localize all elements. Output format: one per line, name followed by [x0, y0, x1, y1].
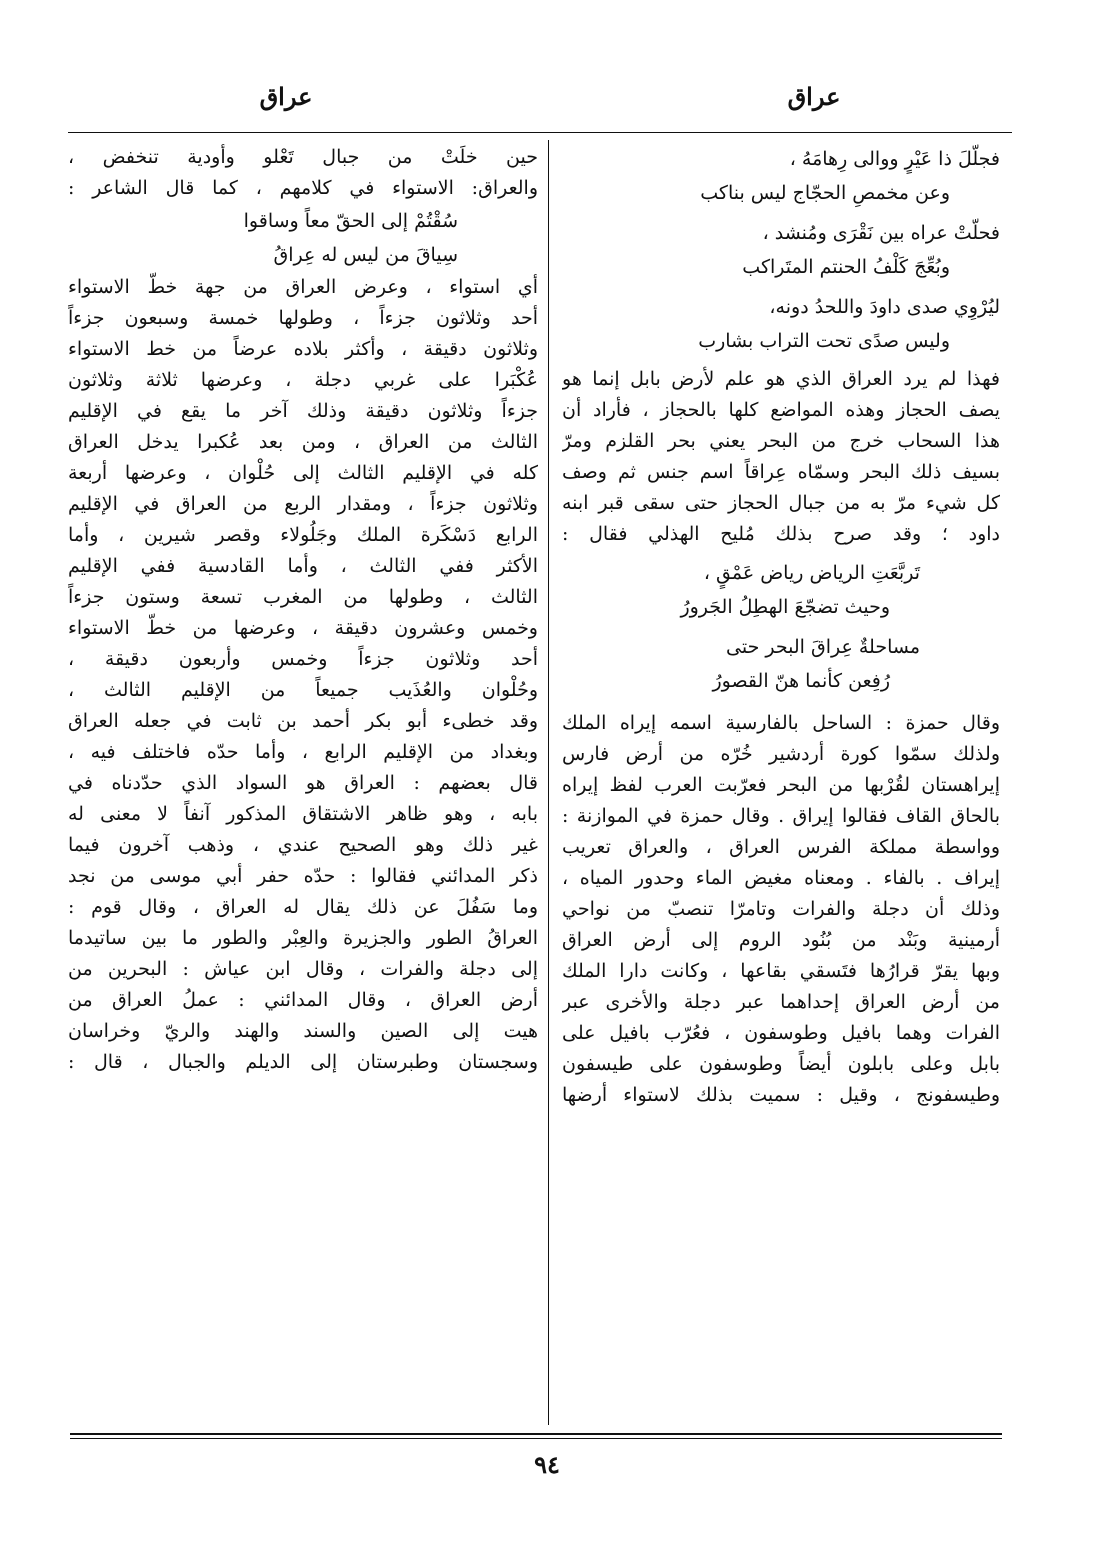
- text-line: بابل وعلى بابلون أيضاً وطوسفون على طيسفون: [562, 1053, 1000, 1075]
- text-line: ذكر المدائني فقالوا : حدّه حفر أبي موسى من نجد: [68, 865, 538, 887]
- poem-line: فحلّتْ عراه بين نَقْرَى ومُنشد ،: [762, 222, 1000, 244]
- text-line: يصف الحجاز وهذه المواضع كلها بالحجاز ، فأراد أن: [562, 399, 1000, 421]
- footer-rule: [70, 1433, 1002, 1435]
- footer-rule-thin: [70, 1438, 1002, 1439]
- text-line: كله في الإقليم الثالث إلى حُلْوان ، وعرضها أربعة: [68, 462, 538, 484]
- text-line: أحد وثلاثون جزءاً وخمس وأربعون دقيقة ،: [68, 648, 538, 670]
- poem-line: مساحلةٌ عِراقَ البحر حتى: [726, 636, 920, 658]
- text-line: الرابع دَسْكَرة الملك وجَلُولاء وقصر شيرين ، وأما: [68, 524, 538, 546]
- text-line: وبها يقرّ قرارُها فتَسقي بقاعها ، وكانت دارا الملك: [562, 960, 1000, 982]
- text-line: وثلاثون جزءاً ، ومقدار الربع من العراق في الإقليم: [68, 493, 538, 515]
- text-line: وذلك أن دجلة والفرات وتامرّا تنصبّ من نواحي: [562, 898, 1000, 920]
- text-line: بالحاق القاف فقالوا إيراق . وقال حمزة في الموازنة :: [562, 805, 1000, 827]
- text-line: هذا السحاب خرج من البحر يعني بحر القلزم ومرّ: [562, 430, 1000, 452]
- text-line: عُكْبَرا على غربي دجلة ، وعرضها ثلاثة وثلاثون: [68, 369, 538, 391]
- text-line: الأكثر ففي الثالث ، وأما القادسية ففي الإقليم: [68, 555, 538, 577]
- text-line: إيراهستان لقُرْبها من البحر فعرّبت العرب لفظ إيراه: [562, 774, 1000, 796]
- text-line: داود ؛ وقد صرح بذلك مُليح الهذلي فقال :: [562, 523, 1000, 545]
- poem-line: وبُعِّجَ كَلْفُ الحنتم المتَراكب: [742, 256, 950, 278]
- left-column: [68, 142, 538, 1078]
- header-title-left: عراق: [259, 82, 313, 111]
- text-line: وثلاثون دقيقة ، وأكثر بلاده عرضاً من خط الاستواء: [68, 338, 538, 360]
- text-line: الثالث من العراق ، ومن بعد عُكبرا يدخل العراق: [68, 431, 538, 453]
- text-line: وبغداد من الإقليم الرابع ، وأما حدّه فاختلف فيه ،: [68, 741, 538, 763]
- text-line: العراقُ الطور والجزيرة والعِبْر والطور ما بين ساتيدما: [68, 927, 538, 949]
- text-line: والعراق: الاستواء في كلامهم ، كما قال الشاعر :: [68, 177, 538, 199]
- text-line: الفرات وهما بافيل وطوسفون ، فعُرّب بافيل على: [562, 1022, 1000, 1044]
- text-line: فهذا لم يرد العراق الذي هو علم لأرض بابل إنما هو: [562, 368, 1000, 390]
- text-line: أي استواء ، وعرض العراق من جهة خطّ الاستواء: [68, 276, 538, 298]
- text-line: إيراف . بالفاء . ومعناه مغيض الماء وحدور المياه ،: [562, 867, 1000, 889]
- text-line: وطيسفونج ، وقيل : سميت بذلك لاستواء أرضها: [562, 1084, 1000, 1106]
- header-title-right: عراق: [787, 82, 841, 111]
- text-line: وخمس وعشرون دقيقة ، وعرضها من خطّ الاستواء: [68, 617, 538, 639]
- text-line: وحُلْوان والعُذَيب جميعاً من الإقليم الثالث ،: [68, 679, 538, 701]
- text-line: وسجستان وطبرستان إلى الديلم والجبال ، قال :: [68, 1051, 538, 1073]
- text-line: أرمينية وبَنْد من بُنُود الروم إلى أرض العراق: [562, 929, 1000, 951]
- page-number: ٩٤: [534, 1450, 560, 1479]
- poem-line: سِياقَ من ليس له عِراقُ: [273, 244, 458, 266]
- text-line: وواسطة مملكة الفرس العراق ، والعراق تعريب: [562, 836, 1000, 858]
- poem-line: وعن مخمصِ الحجّاج ليس بناكب: [700, 182, 950, 204]
- poem-line: رُفِعن كأنما هنّ القصورُ: [712, 670, 890, 692]
- header-rule: [68, 132, 1012, 133]
- text-line: الثالث ، وطولها من المغرب تسعة وستون جزءاً: [68, 586, 538, 608]
- text-line: غير ذلك وهو الصحيح عندي ، وذهب آخرون فيما: [68, 834, 538, 856]
- text-line: بسيف ذلك البحر وسمّاه عِراقاً اسم جنس ثم وصف: [562, 461, 1000, 483]
- column-divider: [548, 140, 549, 1425]
- poem-line: فجلّلَ ذا عَيْرٍ ووالى رِهامَهُ ،: [789, 148, 1000, 170]
- text-line: ولذلك سمّوا كورة أردشير خُرّه من أرض فارس: [562, 743, 1000, 765]
- text-line: حين خلَتْ من جبال تَعْلو وأودية تنخفض ،: [68, 146, 538, 168]
- text-line: هيت إلى الصين والسند والهند والريّ وخراسان: [68, 1020, 538, 1042]
- text-line: وقال حمزة : الساحل بالفارسية اسمه إيراه الملك: [562, 712, 1000, 734]
- text-line: كل شيء مرّ به من جبال الحجاز حتى سقى قبر ابنه: [562, 492, 1000, 514]
- text-line: وقد خطىء أبو بكر أحمد بن ثابت في جعله العراق: [68, 710, 538, 732]
- poem-line: تَربَّعَتِ الرياض رياض عَمْقٍ ،: [703, 562, 920, 584]
- text-line: أرض العراق ، وقال المدائني : عملُ العراق من: [68, 989, 538, 1011]
- text-line: بابه ، وهو ظاهر الاشتقاق المذكور آنفاً لا معنى له: [68, 803, 538, 825]
- right-column: [562, 142, 1000, 1111]
- poem-line: ليُرْوِي صدى داودَ واللحدُ دونه،: [769, 296, 1000, 318]
- text-line: وما سَفُلَ عن ذلك يقال له العراق ، وقال قوم :: [68, 896, 538, 918]
- text-line: إلى دجلة والفرات ، وقال ابن عياش : البحرين من: [68, 958, 538, 980]
- text-line: قال بعضهم : العراق هو السواد الذي حدّدناه في: [68, 772, 538, 794]
- text-line: أحد وثلاثون جزءاً ، وطولها خمسة وسبعون جزءاً: [68, 307, 538, 329]
- poem-line: سُقْتُمْ إلى الحقّ معاً وساقوا: [243, 210, 458, 232]
- poem-line: وحيث تضجّعَ الهطِلُ الجَرورُ: [680, 596, 890, 618]
- text-line: من أرض العراق إحداهما عبر دجلة والأخرى عبر: [562, 991, 1000, 1013]
- text-line: جزءاً وثلاثون دقيقة وذلك آخر ما يقع في الإقليم: [68, 400, 538, 422]
- poem-line: وليس صدًى تحت التراب بشارب: [698, 330, 950, 352]
